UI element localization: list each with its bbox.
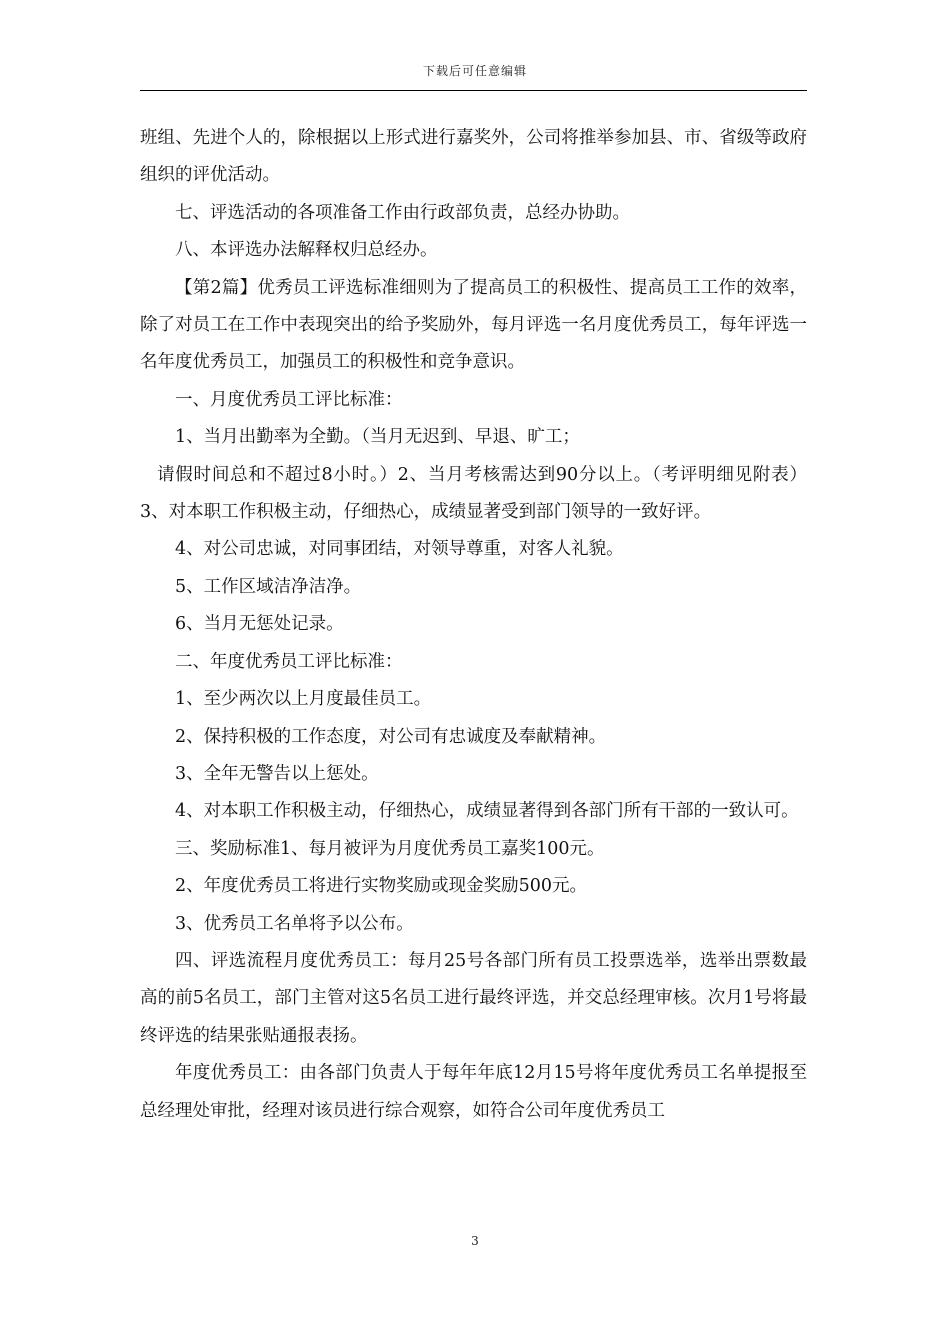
paragraph: 八、本评选办法解释权归总经办。 — [175, 240, 438, 261]
section-heading: 一、月度优秀员工评比标准： — [175, 389, 403, 410]
paragraph: 四、评选流程月度优秀员工：每月25号各部门所有员工投票选举，选举出票数最高的前5名员工，部门主管对这5名员工进行最终评选，并交总经理审核。次月1号将最终评选的结果张贴通报表扬。 — [140, 950, 807, 1046]
paragraph: 4、对公司忠诚，对同事团结，对领导尊重，对客人礼貌。 — [175, 539, 624, 560]
page-header: 下载后可任意编辑 — [422, 64, 527, 78]
paragraph: 5、工作区域洁净洁净。 — [175, 576, 362, 597]
paragraph: 年度优秀员工：由各部门负责人于每年年底12月15号将年度优秀员工名单提报至总经理处审批，经理对该员进行综合观察，如符合公司年度优秀员工 — [140, 1063, 807, 1121]
paragraph: 请假时间总和不超过8小时。）2、当月考核需达到90分以上。（考评明细见附表）3、对本职工作积极主动，仔细热心，成绩显著受到部门领导的一致好评。 — [140, 464, 807, 523]
header-divider — [140, 90, 807, 91]
paragraph: 三、奖励标准1、每月被评为月度优秀员工嘉奖100元。 — [175, 838, 605, 859]
paragraph: 2、保持积极的工作态度，对公司有忠诚度及奉献精神。 — [175, 726, 607, 747]
paragraph: 6、当月无惩处记录。 — [175, 614, 344, 635]
paragraph: 3、全年无警告以上惩处。 — [175, 763, 379, 784]
paragraph: 4、对本职工作积极主动，仔细热心，成绩显著得到各部门所有干部的一致认可。 — [175, 801, 799, 822]
paragraph: 七、评选活动的各项准备工作由行政部负责，总经办协助。 — [175, 202, 630, 223]
page-number: 3 — [471, 1234, 479, 1248]
document-body — [140, 120, 807, 1130]
paragraph: 班组、先进个人的，除根据以上形式进行嘉奖外，公司将推举参加县、市、省级等政府组织的评优活动。 — [140, 128, 807, 186]
paragraph: 3、优秀员工名单将予以公布。 — [175, 913, 414, 934]
section-heading: 二、年度优秀员工评比标准： — [175, 651, 403, 672]
paragraph: 2、年度优秀员工将进行实物奖励或现金奖励500元。 — [175, 876, 588, 897]
paragraph: 【第2篇】优秀员工评选标准细则为了提高员工的积极性、提高员工工作的效率，除了对员工在工作中表现突出的给予奖励外，每月评选一名月度优秀员工，每年评选一名年度优秀员工，加强员工的积极性和竞争意识。 — [140, 277, 807, 373]
paragraph: 1、至少两次以上月度最佳员工。 — [175, 689, 432, 710]
paragraph: 1、当月出勤率为全勤。（当月无迟到、早退、旷工； — [175, 427, 580, 448]
